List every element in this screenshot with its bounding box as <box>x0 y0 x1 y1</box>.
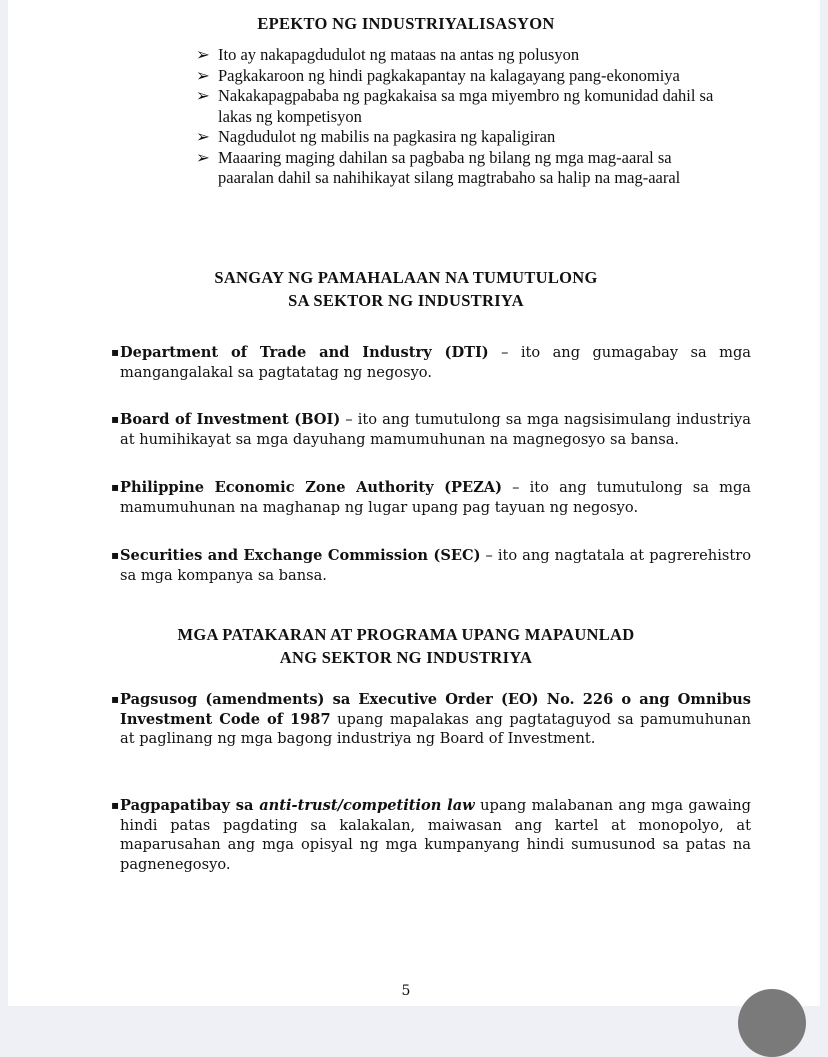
agency-sec <box>112 546 751 585</box>
heading-line: SANGAY NG PAMAHALAAN NA TUMUTULONG <box>214 268 598 287</box>
square-bullet-icon: ▪ <box>111 548 120 562</box>
square-bullet-icon: ▪ <box>111 480 120 494</box>
arrowhead-bullet-icon: ➢ <box>196 45 210 64</box>
document-page <box>8 0 820 1006</box>
item-text: Nakakapagpababa ng pagkakaisa sa mga miyembro ng komunidad dahil sa lakas ng kompetisyon <box>218 86 714 126</box>
item-text: Pagkakaroon ng hindi pagkakapantay na kalagayang pang-ekonomiya <box>218 65 680 85</box>
agency-name: Board of Investment (BOI) <box>120 411 341 428</box>
section-title-epekto <box>8 12 804 35</box>
policy-term-italic: anti-trust/competition law <box>259 797 475 814</box>
heading-line: ANG SEKTOR NG INDUSTRIYA <box>279 648 533 667</box>
agency-desc: – ito ang nagtatala at pagrerehistro sa mga kompanya sa bansa. <box>120 547 751 584</box>
agency-desc: – ito ang tumutulong sa mga mamumuhunan na maghanap ng lugar upang pag tayuan ng negosyo. <box>120 479 752 516</box>
item-text: Ito ay nakapagdudulot ng mataas na antas ng polusyon <box>218 45 580 64</box>
list-item <box>196 127 716 148</box>
arrowhead-bullet-icon: ➢ <box>196 86 210 105</box>
heading-text: EPEKTO NG INDUSTRIYALISASYON <box>257 14 555 33</box>
agency-name: Securities and Exchange Commission (SEC) <box>120 547 481 564</box>
item-text: Nagdudulot ng mabilis na pagkasira ng kapaligiran <box>218 127 556 146</box>
list-item <box>196 66 716 87</box>
policy-desc: upang malabanan ang mga gawaing hindi patas pagdating sa kalakalan, maiwasan ang kartel at monopolyo, at maparusahan ang mga opisyal ng mga kumpanyang hindi sumusunod sa patas na pagnenegosyo. <box>120 797 751 873</box>
agency-name: Department of Trade and Industry (DTI) <box>120 344 489 361</box>
policy-term: Pagsusog (amendments) sa Executive Order (EO) No. 226 o ang Omnibus Investment Code of 1987 <box>120 691 751 728</box>
item-text: Maaaring maging dahilan sa pagbaba ng bilang ng mga mag-aaral sa paaralan dahil sa nahihikayat silang magtrabaho sa halip na mag-aaral <box>218 147 681 187</box>
arrowhead-bullet-icon: ➢ <box>196 127 210 146</box>
arrowhead-bullet-icon: ➢ <box>196 147 210 167</box>
square-bullet-icon: ▪ <box>111 692 120 706</box>
agency-desc: – ito ang gumagabay sa mga mangangalakal sa pagtatatag ng negosyo. <box>120 344 751 381</box>
square-bullet-icon: ▪ <box>111 798 120 812</box>
effects-list <box>196 45 716 189</box>
agency-peza <box>112 478 751 517</box>
heading-line: MGA PATAKARAN AT PROGRAMA UPANG MAPAUNLAD <box>177 625 635 644</box>
square-bullet-icon: ▪ <box>111 345 120 359</box>
arrowhead-bullet-icon: ➢ <box>196 65 210 85</box>
square-bullet-icon: ▪ <box>111 412 120 426</box>
policy-term: Pagpapatibay sa <box>120 797 260 814</box>
list-item <box>196 148 716 189</box>
policy-item <box>112 690 751 749</box>
floating-action-button[interactable] <box>738 989 806 1057</box>
policy-desc: upang mapalakas ang pagtataguyod sa pamumuhunan at paglinang ng mga bagong industriya ng Board of Investment. <box>120 710 751 747</box>
agency-boi <box>112 410 751 449</box>
policy-item <box>112 796 751 874</box>
agency-dti <box>112 343 751 382</box>
agency-desc: – ito ang tumutulong sa mga nagsisimulang industriya at humihikayat sa mga dayuhang mamumuhunan na magnegosyo sa bansa. <box>120 411 751 448</box>
section-title-sangay <box>8 266 804 312</box>
list-item <box>196 45 716 66</box>
heading-line: SA SEKTOR NG INDUSTRIYA <box>288 291 524 310</box>
section-title-patakaran <box>8 623 804 669</box>
agency-name: Philippine Economic Zone Authority (PEZA) <box>120 479 503 496</box>
page-number: 5 <box>401 983 411 999</box>
list-item <box>196 86 716 127</box>
